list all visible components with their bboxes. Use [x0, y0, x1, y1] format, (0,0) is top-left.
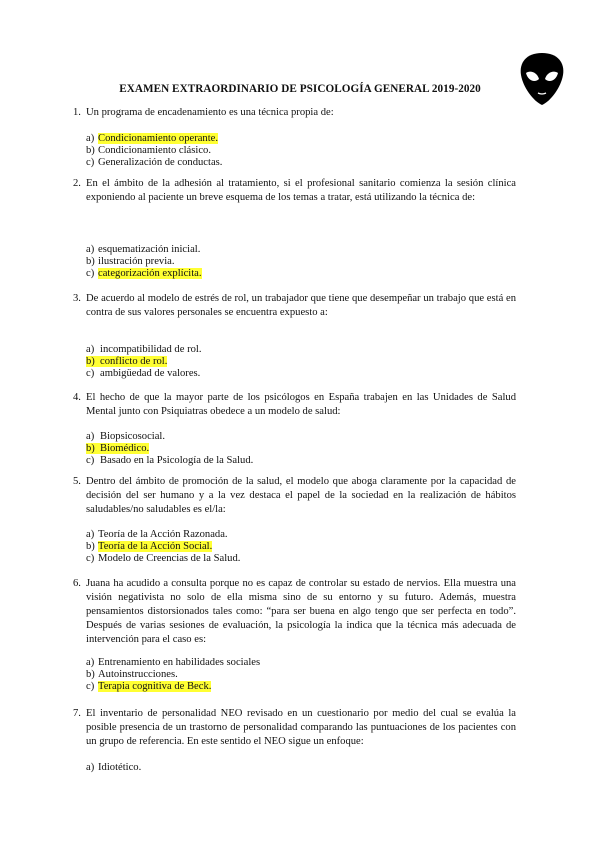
question-number: 1. [73, 107, 81, 118]
option-text: Condicionamiento clásico. [98, 145, 211, 156]
option-4a [86, 431, 165, 443]
option-letter: a) [86, 657, 95, 668]
option-text-highlighted: Biomédico. [100, 443, 150, 454]
option-letter: a) [86, 344, 95, 355]
option-2b [86, 256, 174, 268]
option-text: esquematización inicial. [98, 244, 201, 255]
option-3b [86, 356, 167, 368]
option-1c [86, 157, 222, 169]
option-2a [86, 244, 200, 256]
question-text: El inventario de personalidad NEO revisado en un cuestionario por medio del cual se evalúa la posible presencia de un trastorno de personalidad comparando las puntuaciones de los pacientes con un grupo de referencia. En este sentido el NEO sigue un enfoque: [86, 708, 516, 747]
option-text: Generalización de conductas. [98, 157, 223, 168]
option-text: incompatibilidad de rol. [100, 344, 202, 355]
option-5c [86, 553, 240, 565]
question-number: 5. [73, 476, 81, 487]
option-letter: b) [86, 669, 95, 680]
option-4c [86, 455, 253, 467]
option-text: ilustración previa. [98, 256, 175, 267]
option-letter: c) [86, 157, 95, 168]
question-number: 2. [73, 178, 81, 189]
question-text: De acuerdo al modelo de estrés de rol, un trabajador que tiene que desempeñar un trabajo que está en contra de sus valores personales se encuentra expuesto a: [86, 293, 516, 318]
option-letter: c) [86, 368, 95, 379]
option-text: Entrenamiento en habilidades sociales [98, 657, 261, 668]
option-highlight [86, 356, 167, 367]
option-highlight [86, 443, 149, 454]
option-text-highlighted: Condicionamiento operante. [98, 133, 219, 144]
option-text-highlighted: categorización explícita. [98, 268, 202, 279]
option-letter: c) [86, 681, 95, 692]
option-letter: c) [86, 455, 95, 466]
option-letter: a) [86, 762, 95, 773]
option-text: Modelo de Creencias de la Salud. [98, 553, 241, 564]
option-1a [86, 133, 218, 145]
option-letter: a) [86, 529, 95, 540]
option-2c [86, 268, 202, 280]
option-letter: a) [86, 133, 95, 144]
option-letter: b) [86, 356, 95, 367]
option-text: Teoría de la Acción Razonada. [98, 529, 228, 540]
option-6c [86, 681, 211, 693]
alien-head-icon [518, 52, 566, 106]
option-letter: a) [86, 244, 95, 255]
option-6b [86, 669, 178, 681]
option-7a [86, 762, 141, 774]
question-number: 7. [73, 708, 81, 719]
option-letter: b) [86, 256, 95, 267]
question-7 [73, 707, 516, 749]
option-text-highlighted: Terapia cognitiva de Beck. [98, 681, 212, 692]
option-text: Basado en la Psicología de la Salud. [100, 455, 254, 466]
question-6 [73, 577, 516, 647]
option-letter: c) [86, 268, 95, 279]
question-1 [73, 106, 516, 120]
option-text: ambigüedad de valores. [100, 368, 201, 379]
question-number: 6. [73, 578, 81, 589]
question-text: El hecho de que la mayor parte de los psicólogos en España trabajen en las Unidades de Salud Mental junto con Psiquiatras obedece a un modelo de salud: [86, 392, 516, 417]
exam-title: EXAMEN EXTRAORDINARIO DE PSICOLOGÍA GENERAL 2019-2020 [119, 83, 481, 95]
option-letter: a) [86, 431, 95, 442]
question-3 [73, 292, 516, 320]
question-2 [73, 177, 516, 205]
option-text: Biopsicosocial. [100, 431, 166, 442]
question-number: 4. [73, 392, 81, 403]
option-letter: b) [86, 541, 95, 552]
question-text: En el ámbito de la adhesión al tratamiento, si el profesional sanitario comienza la sesión clínica exponiendo al paciente un breve esquema de los temas a tratar, está utilizando la técnica de: [86, 178, 516, 203]
option-3c [86, 368, 200, 380]
question-4 [73, 391, 516, 419]
option-letter: c) [86, 553, 95, 564]
question-5 [73, 475, 516, 517]
option-1b [86, 145, 211, 157]
question-text: Dentro del ámbito de promoción de la salud, el modelo que aboga claramente por la capacidad de decisión del ser humano y a la vez destaca el papel de la sociedad en la realización de hábitos saludables/no saludables es el/la: [86, 476, 516, 515]
question-number: 3. [73, 293, 81, 304]
option-text-highlighted: Teoría de la Acción Social. [98, 541, 213, 552]
option-text: Autoinstrucciones. [98, 669, 178, 680]
option-6a [86, 657, 260, 669]
question-text: Juana ha acudido a consulta porque no es capaz de controlar su estado de nervios. Ella muestra una visión negativista no solo de ella misma sino de su entorno y su futuro. Además, muestra pensamientos distorsionados tales como: “para ser buena en algo tengo que ser perfecta en todo”. Después de varias sesiones de evaluación, la psicología la indica que la técnica más adecuada de intervención para el caso es: [86, 578, 516, 645]
option-5a [86, 529, 228, 541]
option-4b [86, 443, 149, 455]
question-text: Un programa de encadenamiento es una técnica propia de: [86, 107, 334, 118]
option-text: Idiotético. [98, 762, 142, 773]
option-text-highlighted: conflicto de rol. [100, 356, 168, 367]
option-3a [86, 344, 202, 356]
option-letter: b) [86, 145, 95, 156]
option-5b [86, 541, 212, 553]
option-letter: b) [86, 443, 95, 454]
